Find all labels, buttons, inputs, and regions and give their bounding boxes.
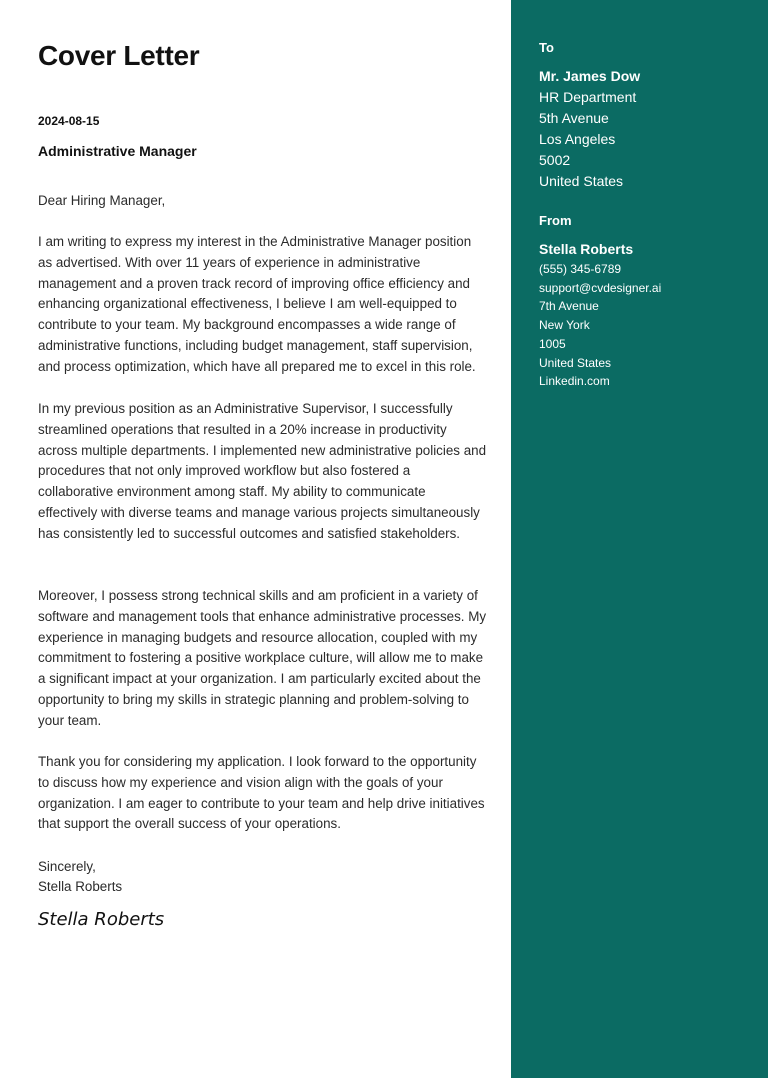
sender-contact [539, 239, 661, 391]
greeting: Dear Hiring Manager, [38, 193, 166, 208]
from-heading: From [539, 213, 572, 228]
closing-block [38, 857, 122, 897]
recipient-name: Mr. James Dow [539, 68, 641, 84]
paragraph-closing: Thank you for considering my application. I look forward to the opportunity to discuss how my experience and vision align with the goals of your organization. I am eager to contribute to your team and help drive initiatives that support the overall success of your operations. [38, 754, 485, 832]
sender-phone: (555) 345-6789 [539, 262, 622, 276]
paragraph-experience: In my previous position as an Administrative Supervisor, I successfully streamlined operations that resulted in a 20% increase in productivity across multiple departments. I implemented new administrative policies and procedures that not only improved workflow but also fostered a collaborative environment among staff. My ability to communicate effectively with diverse teams and manage various projects simultaneously has consistently led to successful outcomes and satisfied stakeholders. [38, 401, 487, 541]
recipient-street: 5th Avenue [539, 110, 609, 126]
paragraph-skills: Moreover, I possess strong technical skills and am proficient in a variety of software and management tools that enhance administrative processes. My experience in managing budgets and resource allocation, coupled with my commitment to fostering a positive workplace culture, will allow me to make a significant impact at your organization. I am particularly excited about the opportunity to bring my skills in strategic planning and problem-solving to your team. [38, 588, 487, 728]
recipient-department: HR Department [539, 89, 637, 105]
to-heading: To [539, 40, 554, 55]
sender-name: Stella Roberts [539, 241, 634, 257]
closing-name: Stella Roberts [38, 879, 123, 894]
position-title: Administrative Manager [38, 143, 197, 159]
recipient-zip: 5002 [539, 152, 571, 168]
recipient-city: Los Angeles [539, 131, 616, 147]
contact-sidebar [511, 0, 768, 1078]
sender-website: Linkedin.com [539, 374, 610, 389]
page-title: Cover Letter [38, 40, 200, 71]
sender-email: support@cvdesigner.ai [539, 280, 662, 295]
sender-country: United States [539, 355, 612, 370]
letter-date: 2024-08-15 [38, 114, 100, 128]
paragraph-intro: I am writing to express my interest in the Administrative Manager position as advertised. With over 11 years of experience in administrative management and a proven track record of improving office efficiency and enhancing organizational effectiveness, I believe I am well-equipped to contribute to your team. My background encompasses a wide range of administrative functions, including budget management, staff supervision, and process optimization, which have all prepared me to excel in this role. [38, 234, 476, 374]
sender-zip: 1005 [539, 336, 566, 351]
recipient-country: United States [539, 173, 624, 189]
closing-salutation: Sincerely, [38, 859, 96, 874]
sender-street: 7th Avenue [539, 299, 599, 314]
sender-city: New York [539, 318, 590, 333]
signature: Stella Roberts [38, 909, 165, 930]
recipient-address [539, 66, 640, 192]
